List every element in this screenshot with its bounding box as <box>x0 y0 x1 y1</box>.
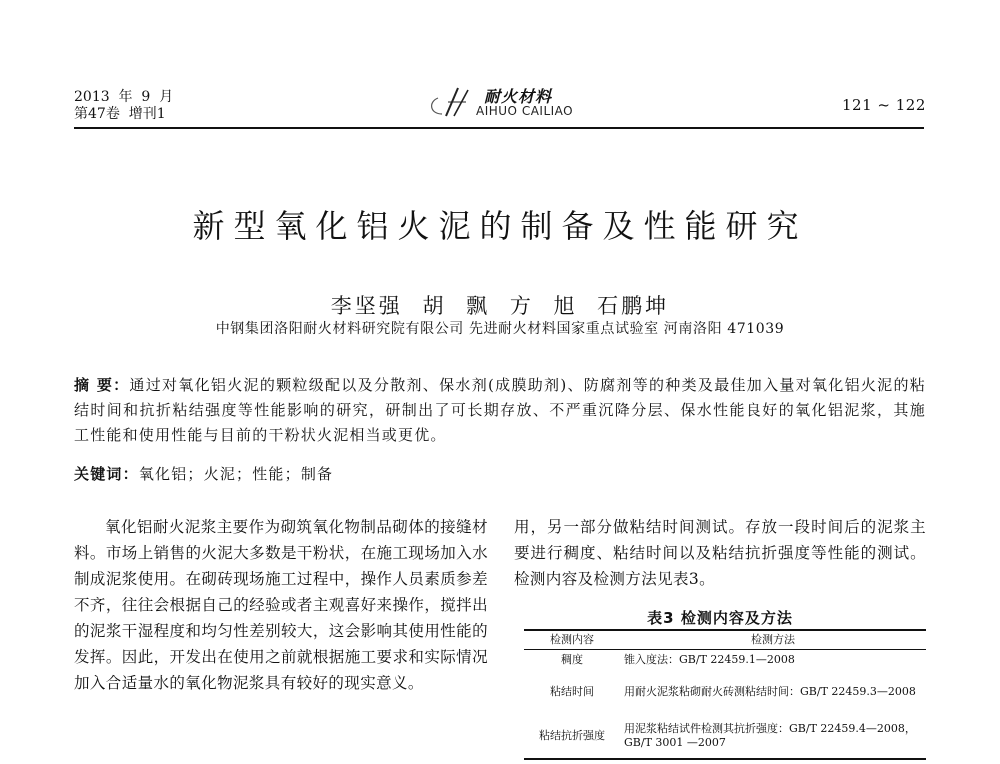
abstract-label: 摘 要： <box>74 376 130 394</box>
table-cell: 稠度 <box>561 653 583 666</box>
journal-logo <box>424 84 584 124</box>
journal-name-en: AIHUO CAILIAO <box>476 104 574 118</box>
body-paragraph: 用，另一部分做粘结时间测试。存放一段时间后的泥浆主要进行稠度、粘结时间以及粘结抗折强度等性能的测试。检测内容及检测方法见表3。 <box>514 518 926 588</box>
keywords-text: 氧化铝；火泥；性能；制备 <box>138 465 334 483</box>
journal-name-cn: 耐火材料 <box>484 87 553 106</box>
issue-date: 2013 年 9 月 <box>74 89 174 105</box>
header-rule <box>74 127 924 129</box>
body-paragraph: 氧化铝耐火泥浆主要作为砌筑氧化物制品砌体的接缝材料。市场上销售的火泥大多数是干粉状，在施工现场加入水制成泥浆使用。在砌砖现场施工过程中，操作人员素质参差不齐，往往会根据自己的经验或者主观喜好来操作，搅拌出的泥浆干湿程度和均匀性差别较大，这会影响其使用性能的发挥。因此，开发出在使用之前就根据施工要求和实际情况加入合适量水的氧化物泥浆具有较好的现实意义。 <box>74 518 488 692</box>
body-column-right <box>514 514 926 592</box>
table-cell: 锥入度法：GB/T 22459.1—2008 <box>624 653 795 666</box>
table-header-cell: 检测方法 <box>751 633 795 646</box>
table-cell: 用耐火泥浆粘砌耐火砖测粘结时间：GB/T 22459.3—2008 <box>624 685 916 698</box>
abstract <box>74 373 926 448</box>
keywords-label: 关键词： <box>74 465 139 483</box>
page-range: 121 ~ 122 <box>842 96 926 114</box>
table-row <box>524 650 926 671</box>
test-methods-table <box>524 629 926 760</box>
author-affiliation: 中钢集团洛阳耐火材料研究院有限公司 先进耐火材料国家重点试验室 河南洛阳 471039 <box>215 321 785 337</box>
table-cell: 粘结时间 <box>550 685 594 698</box>
table-caption: 表3 检测内容及方法 <box>647 609 793 627</box>
table-header-cell: 检测内容 <box>550 633 594 646</box>
body-column-left <box>74 514 488 696</box>
article-title: 新型氧化铝火泥的制备及性能研究 <box>192 207 808 245</box>
table-row <box>524 714 926 759</box>
table-header-row <box>524 630 926 650</box>
table-row <box>524 670 926 714</box>
table-cell: 用泥浆粘结试件检测其抗折强度：GB/T 22459.4—2008，GB/T 3001 —2007 <box>624 722 916 749</box>
table-cell: 粘结抗折强度 <box>539 729 605 742</box>
article-authors: 李坚强 胡 飘 方 旭 石鹏坤 <box>330 294 670 318</box>
abstract-text: 通过对氧化铝火泥的颗粒级配以及分散剂、保水剂(成膜助剂)、防腐剂等的种类及最佳加入量对氧化铝火泥的粘结时间和抗折粘结强度等性能影响的研究，研制出了可长期存放、不严重沉降分层、保水性能良好的氧化铝泥浆，其施工性能和使用性能与目前的干粉状火泥相当或更优。 <box>74 376 926 444</box>
journal-logo-mark-icon <box>424 84 484 124</box>
keywords <box>74 463 926 484</box>
issue-volume: 第47卷 增刊1 <box>74 106 166 122</box>
